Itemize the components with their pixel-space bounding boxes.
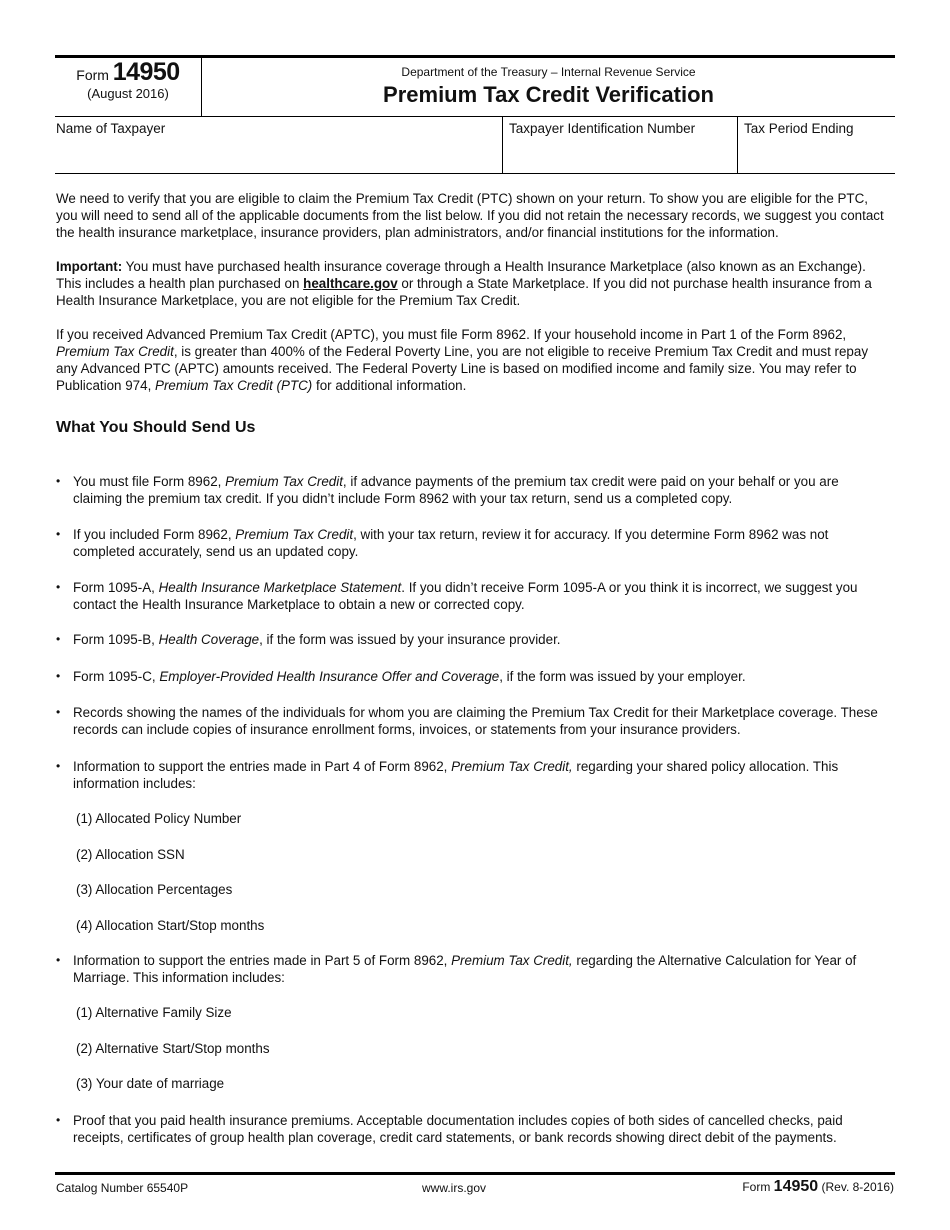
- website-link[interactable]: www.irs.gov: [422, 1181, 487, 1195]
- aptc-paragraph: If you received Advanced Premium Tax Credit (APTC), you must file Form 8962. If your household income in Part 1 of the Form 8962, Premium Tax Credit, is greater than 400% of the Federal Poverty Line, you are not eligible to receive Premium Tax Credit and must repay any Advanced PTC (APTC) amounts received. The Federal Poverty Line is based on modified income and family size. You may refer to Publication 974, Premium Tax Credit (PTC) for additional information.: [56, 327, 869, 393]
- sub-item-alternative-family-size: (1) Alternative Family Size: [76, 1005, 232, 1020]
- list-item: • Proof that you paid health insurance premiums. Acceptable documentation includes copies of both sides of cancelled checks, paid receipts, certificates of group health plan coverage, credit card statements, or bank records showing direct debit of the payments.: [56, 1113, 843, 1145]
- sub-item-allocated-policy-number: (1) Allocated Policy Number: [76, 811, 242, 826]
- intro-paragraph: We need to verify that you are eligible to claim the Premium Tax Credit (PTC) shown on your return. To show you are eligible for the PTC, you will need to send all of the applicable documents from the list below. If you did not retain the necessary records, we suggest you contact the health insurance marketplace, insurance providers, plan administrators, and/or financial institutions for the information.: [56, 191, 884, 240]
- section-heading: What You Should Send Us: [56, 419, 256, 436]
- sub-item-allocation-ssn: (2) Allocation SSN: [76, 847, 185, 862]
- list-item: • You must file Form 8962, Premium Tax Credit, if advance payments of the premium tax credit were paid on your behalf or you are claiming the premium tax credit. If you didn’t include Form 8962 with your tax return, send us a completed copy.: [56, 474, 839, 506]
- list-item: • Form 1095-B, Health Coverage, if the form was issued by your insurance provider.: [56, 632, 561, 647]
- tin-field[interactable]: [509, 121, 695, 136]
- important-label: Important:: [56, 259, 123, 274]
- list-item: • Form 1095-C, Employer-Provided Health Insurance Offer and Coverage, if the form was issued by your employer.: [56, 669, 746, 684]
- footer-rule: [55, 1172, 895, 1175]
- bullet-icon: •: [56, 632, 61, 646]
- header-bottom-rule: [55, 116, 895, 117]
- bullet-icon: •: [56, 953, 61, 967]
- form-number: 14950: [112, 58, 180, 86]
- tin-label: Taxpayer Identification Number: [509, 121, 696, 136]
- fields-bottom-rule: [55, 173, 895, 174]
- form-identifier: [55, 58, 201, 101]
- form-date: (August 2016): [87, 86, 169, 101]
- sub-item-date-of-marriage: (3) Your date of marriage: [76, 1076, 225, 1091]
- bullet-icon: •: [56, 580, 61, 594]
- tax-period-field[interactable]: [744, 121, 854, 136]
- catalog-number: Catalog Number 65540P: [56, 1181, 189, 1195]
- tax-period-label: Tax Period Ending: [744, 121, 854, 136]
- page-title: Premium Tax Credit Verification: [383, 82, 714, 107]
- department-name: Department of the Treasury – Internal Revenue Service: [401, 65, 696, 79]
- field-divider-2: [737, 117, 738, 173]
- taxpayer-name-field[interactable]: [56, 121, 165, 136]
- bullet-icon: •: [56, 759, 61, 773]
- list-item: • Information to support the entries made in Part 5 of Form 8962, Premium Tax Credit, regarding the Alternative Calculation for Year of Marriage. This information includes:: [56, 953, 857, 985]
- bullet-icon: •: [56, 474, 61, 488]
- important-paragraph: Important: You must have purchased health insurance coverage through a Health Insurance Marketplace (also known as an Exchange). This includes a health plan purchased on healthcare.gov or through a State Marketplace. If you did not purchase health insurance from a Health Insurance Marketplace, you are not eligible for the Premium Tax Credit.: [56, 259, 872, 308]
- intro-section: [56, 190, 886, 438]
- field-divider-1: [502, 117, 503, 173]
- form-label: Form: [76, 67, 109, 83]
- list-item: • Form 1095-A, Health Insurance Marketplace Statement. If you didn’t receive Form 1095-A or you think it is incorrect, we suggest you contact the Health Insurance Marketplace to obtain a new or corrected copy.: [56, 580, 858, 612]
- list-item: • If you included Form 8962, Premium Tax Credit, with your tax return, review it for accuracy. If you determine Form 8962 was not completed accurately, send us an updated copy.: [56, 527, 829, 559]
- footer-form-id: Form 14950 (Rev. 8-2016): [742, 1178, 894, 1195]
- sub-item-alternative-start-stop: (2) Alternative Start/Stop months: [76, 1041, 270, 1056]
- sub-item-allocation-percentages: (3) Allocation Percentages: [76, 882, 233, 897]
- list-item: • Records showing the names of the individuals for whom you are claiming the Premium Tax Credit for their Marketplace coverage. These records can include copies of insurance enrollment forms, invoices, or statements from your insurance providers.: [56, 705, 878, 737]
- sub-item-allocation-start-stop: (4) Allocation Start/Stop months: [76, 918, 265, 933]
- bullet-icon: •: [56, 1113, 61, 1127]
- healthcare-gov-link[interactable]: healthcare.gov: [303, 276, 398, 291]
- taxpayer-name-label: Name of Taxpayer: [56, 121, 166, 136]
- bullet-icon: •: [56, 705, 61, 719]
- bullet-icon: •: [56, 669, 61, 683]
- list-item: • Information to support the entries made in Part 4 of Form 8962, Premium Tax Credit, regarding your shared policy allocation. This information includes:: [56, 759, 839, 791]
- bullet-icon: •: [56, 527, 61, 541]
